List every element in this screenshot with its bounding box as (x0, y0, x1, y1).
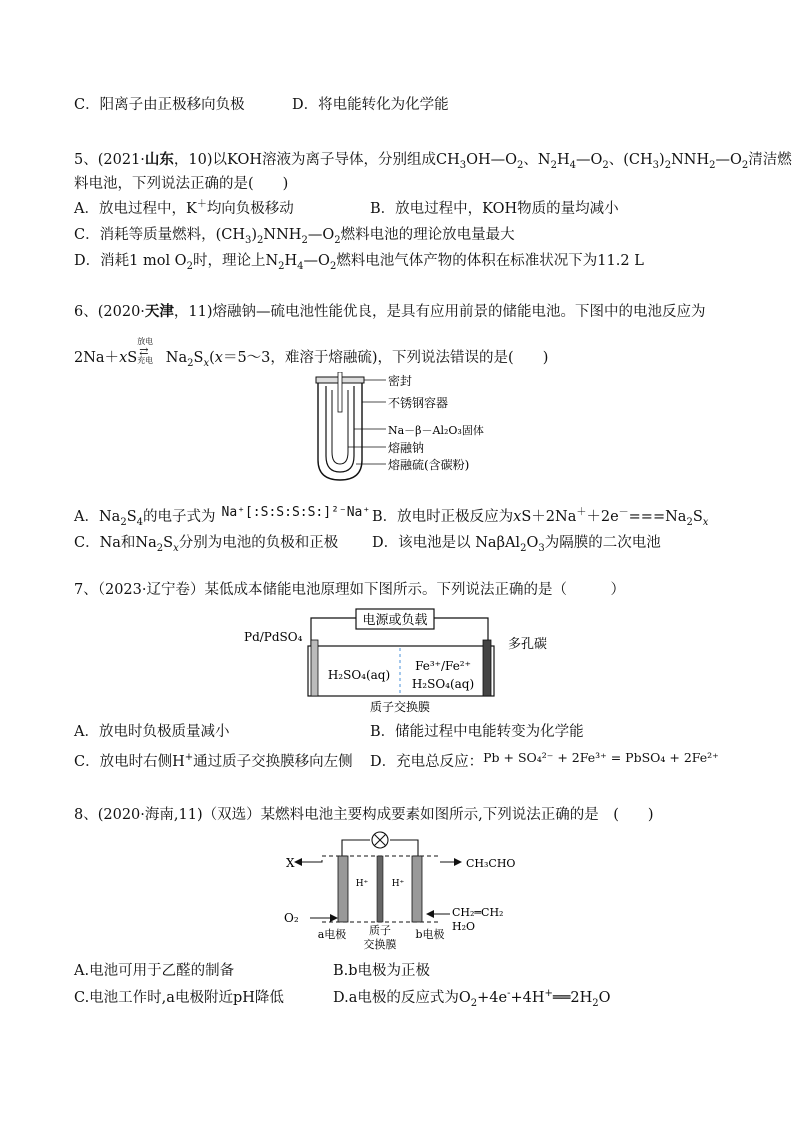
q6-eq-discharge: 放电 (137, 337, 154, 346)
q8-stem: 8、(2020·海南,11)（双选）某燃料电池主要构成要素如图所示,下列说法正确的是 ( ) (74, 807, 654, 823)
q8-b-electrode-label: b电极 (415, 928, 445, 941)
q8-o2-label: O₂ (284, 911, 299, 925)
q5-stem-e: —O (576, 152, 603, 168)
q6-eq-a: 2Na＋ (74, 350, 120, 366)
q6-source-bold: 天津 (144, 303, 174, 320)
q8-hplus-left: H⁺ (355, 879, 369, 889)
q6-opt-a-a: A．Na (74, 509, 121, 525)
q6-opt-d-a: D．该电池是以 NaβAl (372, 535, 521, 551)
q6-eq-x: x (119, 350, 128, 366)
q8-opt-d-a: D.a电极的反应式为O (333, 990, 471, 1006)
q5-opt-d-a: D．消耗1 mol O (74, 253, 187, 269)
q6-stem-text: 熔融钠—硫电池性能优良，是具有应用前景的储能电池。下图中的电池反应为 (212, 304, 706, 320)
q8-hplus-right: H⁺ (391, 879, 405, 889)
q6-option-b: B．放电时正极反应为$xS+2Na^++2e^-===Na_2S_x$ (372, 507, 709, 528)
q5-stem-c: 、N (523, 152, 551, 168)
q8-a-electrode-label: a电极 (317, 928, 347, 941)
q5-option-d: D．消耗1 mol $O_2$时，理论上$N_2H_4—O_2$燃料电池气体产物的体积在标准状况下为11.2 L (74, 253, 644, 272)
q5-source-open: (2021· (97, 152, 145, 168)
q7-right-solution-ions: Fe³⁺/Fe²⁺ (415, 659, 471, 673)
q7-stem: 7、（2023·辽宁卷）某低成本储能电池原理如下图所示。下列说法正确的是（ ） (74, 582, 625, 598)
q8-opt-d-c: +4H (510, 990, 545, 1006)
q8-fuel-cell-diagram (280, 826, 560, 952)
q6-opt-d-c: 为隔膜的二次电池 (544, 535, 661, 551)
q5-stem-i: —O (715, 152, 742, 168)
q7-opt-d-equation: Pb + SO₄²⁻ + 2Fe³⁺ = PbSO₄ + 2Fe²⁺ (483, 750, 719, 765)
q7-battery-diagram (238, 604, 562, 716)
q6-nas-battery-diagram (300, 372, 500, 484)
q7-option-a: A．放电时负极质量减小 (74, 724, 230, 740)
q7-right-solution-acid: H₂SO₄(aq) (411, 677, 475, 691)
q6-opt-a-electron-formula: Na⁺[:S:S:S:S:]²⁻Na⁺ (221, 505, 371, 520)
q7-power-or-load: 电源或负载 (362, 613, 428, 628)
q6-eq-arrow-glyph: ⇄ (139, 345, 149, 358)
q5-opt-a-text: A．放电过程中，K (74, 201, 197, 217)
q6-label-na-beta-alumina: Na－β－Al₂O₃固体 (388, 424, 484, 437)
q6-label-molten-na: 熔融钠 (388, 441, 425, 455)
q8-opt-d-b: +4e (477, 990, 508, 1006)
q5-stem-h: NNH (671, 152, 710, 168)
q7-left-electrode-label: Pd/PdSO₄ (244, 630, 303, 644)
q5-stem-g: ) (659, 152, 665, 168)
q6-number: 6、 (74, 304, 98, 320)
q6-opt-b-r2: ＋2e (586, 509, 619, 525)
q5-opt-a-end: 均向负极移动 (206, 201, 294, 217)
q8-membrane-label-2: 交换膜 (363, 938, 397, 951)
q8-option-c: C.电池工作时,a电极附近pH降低 (74, 990, 284, 1006)
q5-stem-line1: 5、(2021·山东，10)以KOH溶液为离子导体，分别组成$CH_3OH—O_2$、$N_2H_4—O_2$、$(CH_3)_2NNH_2—O_2$清洁燃 (74, 151, 792, 171)
q5-stem-a: 以KOH溶液为离子导体，分别组成CH (212, 152, 460, 168)
q5-opt-d-b: 时，理论上N (192, 253, 279, 269)
q6-eq-xsub: x (203, 357, 210, 369)
q6-label-steel-container: 不锈钢容器 (388, 396, 449, 410)
q7-option-b: B．储能过程中电能转变为化学能 (370, 724, 584, 740)
q5-option-b: B．放电过程中，KOH物质的量均减小 (370, 201, 619, 217)
q6-eq-range: ＝5～3，难溶于熔融硫)，下列说法错误的是( ) (222, 350, 549, 366)
q6-eq-prod: Na (161, 350, 188, 366)
q7-opt-c-h: H (172, 754, 185, 770)
q8-x-label: X (286, 856, 295, 870)
q6-option-a: A．$Na_2S_4$的电子式为 Na⁺[:S:S:S:S:]²⁻Na⁺ (74, 505, 371, 528)
q6-label-seal: 密封 (388, 374, 413, 388)
q6-eq-charge: 充电 (137, 356, 154, 365)
q5-opt-d-c: H (284, 253, 298, 269)
q6-opt-b-a: B．放电时正极反应为 (372, 509, 514, 525)
q6-eq-sub2: 2 (187, 357, 194, 369)
q8-opt-d-d: ══2H (552, 990, 593, 1006)
q5-opt-d-e: 燃料电池气体产物的体积在标准状况下为11.2 L (336, 253, 644, 269)
q6-opt-c-b: S (163, 535, 174, 551)
q8-ch3cho-label: CH₃CHO (466, 857, 516, 870)
q5-number: 5、 (74, 152, 98, 168)
q5-opt-d-d: —O (303, 253, 330, 269)
q6-opt-d-b: O (526, 535, 539, 551)
q6-opt-a-c: 的电子式为 (143, 509, 216, 525)
q7-opt-c-a: C．放电时右侧 (74, 754, 173, 770)
q6-option-c: C．Na和$Na_2S_x$分别为电池的负极和正极 (74, 535, 339, 554)
q5-option-a: A．放电过程中，K＋均向负极移动 (74, 199, 294, 217)
q6-label-molten-s: 熔融硫(含碳粉) (388, 458, 470, 472)
q4-option-d: D．将电能转化为化学能 (292, 97, 449, 113)
q6-eq-rest: ( (209, 350, 215, 366)
q5-stem-f: 、(CH (608, 152, 653, 168)
q6-opt-a-b: S (126, 509, 137, 525)
q5-opt-c-c: NNH (263, 227, 302, 243)
q5-source-close: ，10) (173, 152, 213, 168)
q8-option-d: D.a电极的反应式为$O_2+4e^-+4H^+══2H_2O$ (333, 988, 611, 1009)
q5-opt-c-e: 燃料电池的理论放电量最大 (340, 227, 515, 243)
q5-opt-c-b: ) (251, 227, 258, 243)
q8-option-a: A.电池可用于乙醛的制备 (74, 963, 235, 979)
q5-opt-c-a: C．消耗等质量燃料，(CH (74, 227, 245, 243)
q8-option-b: B.b电极为正极 (333, 963, 431, 979)
q6-opt-c-c: 分别为电池的负极和正极 (178, 535, 339, 551)
q6-opt-c-a: C．Na和Na (74, 535, 157, 551)
q7-opt-d-label: D．充电总反应： (370, 754, 484, 770)
q5-stem-line2: 料电池，下列说法正确的是( ) (74, 176, 289, 192)
q8-ethylene-label: CH₂═CH₂ (452, 906, 504, 919)
q6-opt-b-r4: S (692, 509, 703, 525)
q5-opt-c-d: —O (307, 227, 335, 243)
q6-eq-x2: x (214, 350, 223, 366)
q6-source-open: (2020· (97, 304, 145, 320)
q7-right-electrode-label: 多孔碳 (508, 637, 548, 652)
q6-eq-s: S (127, 350, 138, 366)
q8-membrane-label-1: 质子 (369, 924, 391, 937)
q4-option-c: C．阳离子由正极移向负极 (74, 97, 245, 113)
q6-source-close: ，11) (173, 304, 213, 320)
q5-stem-b: OH—O (466, 152, 518, 168)
q6-opt-b-r3: ===Na (628, 509, 687, 525)
q6-equation (74, 337, 549, 369)
q7-membrane-label: 质子交换膜 (369, 700, 431, 714)
q6-opt-b-x: x (513, 509, 522, 525)
q5-stem-d: H (556, 152, 570, 168)
q5-stem-j: 清洁燃 (748, 152, 792, 168)
q6-stem (74, 302, 706, 322)
q6-option-d: D．该电池是以 $Na\beta Al_2O_3$为隔膜的二次电池 (372, 535, 661, 554)
q7-option-c: C．放电时右侧H+通过质子交换膜移向左侧 (74, 752, 353, 770)
q7-option-d (370, 752, 719, 772)
q6-eq-arrow (137, 337, 161, 368)
q7-opt-c-b: 通过质子交换膜移向左侧 (193, 754, 353, 770)
q7-left-solution: H₂SO₄(aq) (327, 668, 391, 682)
q5-option-c: C．消耗等质量燃料，$(CH_3)_2NNH_2—O_2$燃料电池的理论放电量最大 (74, 227, 515, 246)
q6-opt-b-r1: S＋2Na (521, 509, 577, 525)
q8-opt-d-e: O (598, 990, 611, 1006)
q6-eq-sx: S (193, 350, 204, 366)
q5-source-bold: 山东 (144, 151, 174, 168)
q8-water-label: H₂O (452, 920, 476, 933)
